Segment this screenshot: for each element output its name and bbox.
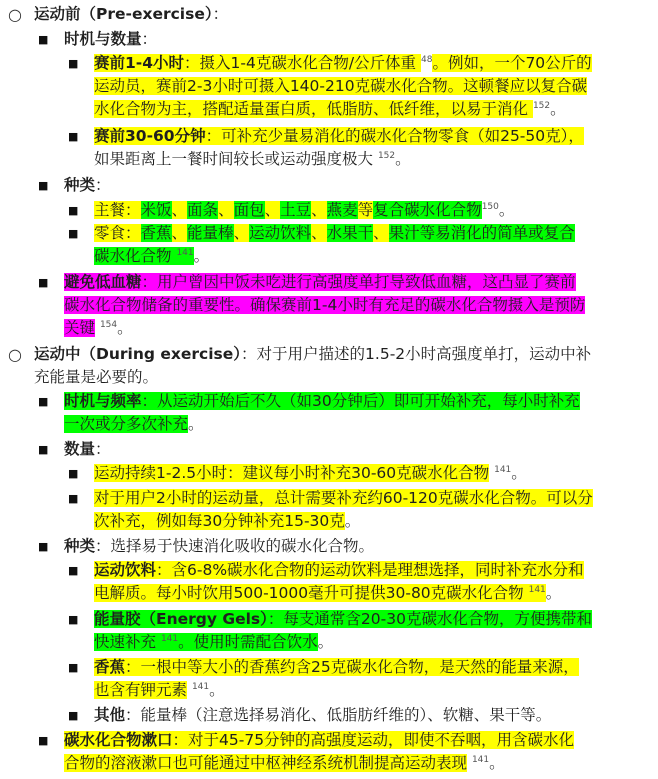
during-amount-item-2 bbox=[94, 487, 593, 510]
highlight-green bbox=[64, 392, 580, 410]
square-bullet-icon: ■ bbox=[38, 179, 49, 192]
during-types-banana bbox=[94, 656, 579, 679]
text: ：选择易于快速消化吸收的碳水化合物。 bbox=[95, 537, 375, 555]
text: 。 bbox=[117, 319, 133, 337]
pre-timing-item-1-bold: 赛前1-4小时 bbox=[94, 54, 185, 72]
text: 复合碳水化合物 bbox=[373, 201, 482, 219]
food-item: 面条 bbox=[187, 201, 219, 219]
pre-types-heading bbox=[64, 174, 111, 197]
text: 。 bbox=[193, 247, 210, 265]
text: 快速补充 bbox=[94, 633, 161, 651]
citation[interactable]: 154 bbox=[99, 320, 118, 330]
text: 合物的溶液漱口也可能通过中枢神经系统机制提高运动表现 bbox=[64, 754, 468, 772]
text: 、 bbox=[311, 201, 327, 219]
square-bullet-icon: ■ bbox=[68, 492, 79, 505]
text: ：从运动开始后不久（如30分钟后）即可开始补充，每小时补充 bbox=[141, 392, 580, 410]
text: 。例如，一个70公斤的 bbox=[432, 54, 592, 72]
during-freq-bold: 时机与频率 bbox=[64, 392, 142, 410]
text: 。 bbox=[498, 201, 515, 219]
circle-bullet-icon: ○ bbox=[8, 5, 22, 24]
square-bullet-icon: ■ bbox=[68, 661, 79, 674]
square-bullet-icon: ■ bbox=[38, 734, 49, 747]
text: ：含6-8%碳水化合物的运动饮料是理想选择，同时补充水分和 bbox=[156, 561, 584, 579]
pre-timing-item-2-bold: 赛前30-60分钟 bbox=[94, 127, 206, 145]
square-bullet-icon: ■ bbox=[68, 564, 79, 577]
during-types-other bbox=[94, 704, 551, 727]
text: 。 bbox=[550, 100, 566, 118]
during-types-gel-line-2 bbox=[94, 631, 333, 654]
pre-avoid-bold: 避免低血糖 bbox=[64, 273, 142, 291]
section-during-title: 运动中（During exercise） bbox=[34, 345, 242, 363]
highlight-green bbox=[94, 610, 592, 628]
text: 一次或分多次补充 bbox=[64, 415, 189, 433]
during-amount-item-1 bbox=[94, 462, 527, 485]
food-item: 果汁 bbox=[388, 224, 420, 242]
during-types-other-bold: 其他 bbox=[94, 706, 126, 724]
text: 、 bbox=[264, 201, 281, 219]
text: 也含有钾元素 bbox=[94, 681, 188, 699]
text: 运动员，赛前2-3小时可摄入140-210克碳水化合物。这顿餐应以复合碳 bbox=[94, 77, 588, 95]
square-bullet-icon: ■ bbox=[68, 130, 79, 143]
pre-types-snack-line-2 bbox=[94, 245, 209, 268]
text: 、 bbox=[218, 201, 234, 219]
square-bullet-icon: ■ bbox=[38, 33, 49, 46]
square-bullet-icon: ■ bbox=[38, 540, 49, 553]
text: 次补充，例如每30分钟补充15-30克 bbox=[94, 512, 345, 530]
text: ：对于用户描述的1.5-2小时高强度单打，运动中补 bbox=[241, 345, 592, 363]
text: 电解质。每小时饮用500-1000毫升可提供30-80克碳水化合物 bbox=[94, 584, 524, 602]
pre-avoid-line-2 bbox=[64, 294, 585, 317]
during-types-label: 种类 bbox=[64, 537, 96, 555]
highlight-green bbox=[94, 633, 318, 651]
square-bullet-icon: ■ bbox=[68, 709, 79, 722]
colon: ： bbox=[95, 176, 111, 194]
text: 主餐： bbox=[94, 201, 141, 219]
text: 水化合物为主，搭配适量蛋白质，低脂肪、低纤维，以易于消化 bbox=[94, 100, 533, 118]
highlight-yellow bbox=[94, 584, 546, 602]
food-item: 水果干 bbox=[326, 224, 374, 242]
pre-types-label: 种类 bbox=[64, 176, 96, 194]
during-types-gel-bold: 能量胶（Energy Gels） bbox=[94, 610, 268, 628]
text: ：对于45-75分钟的高强度运动，即使不吞咽，用含碳水化 bbox=[172, 731, 575, 749]
text: 零食： bbox=[94, 224, 141, 242]
pre-timing-item-2 bbox=[94, 125, 584, 148]
colon: ： bbox=[212, 5, 229, 23]
during-rinse-line-2 bbox=[64, 752, 505, 775]
food-item: 运动饮料 bbox=[249, 224, 312, 242]
text: 等 bbox=[357, 201, 374, 219]
text: 。 bbox=[317, 633, 334, 651]
citation[interactable]: 152 bbox=[532, 101, 551, 111]
food-item: 土豆 bbox=[280, 201, 312, 219]
during-rinse-bold: 碳水化合物漱口 bbox=[64, 731, 173, 749]
pre-timing-label: 时机与数量 bbox=[64, 30, 142, 48]
citation[interactable]: 141 bbox=[176, 248, 194, 258]
food-item: 燕麦 bbox=[326, 201, 358, 219]
highlight-yellow bbox=[94, 127, 584, 145]
citation[interactable]: 141 bbox=[160, 634, 179, 644]
square-bullet-icon: ■ bbox=[68, 467, 79, 480]
text: 运动持续1-2.5小时：建议每小时补充30-60克碳水化合物 bbox=[94, 464, 490, 482]
during-types-drink bbox=[94, 559, 584, 582]
citation[interactable]: 152 bbox=[377, 151, 396, 161]
square-bullet-icon: ■ bbox=[68, 613, 79, 626]
pre-timing-item-1-line-2 bbox=[94, 75, 587, 98]
text: 碳水化合物 bbox=[94, 247, 172, 265]
pre-timing-item-2-line-2 bbox=[94, 148, 411, 171]
text: 。 bbox=[209, 681, 225, 699]
during-types-heading bbox=[64, 535, 374, 558]
text: 关键 bbox=[64, 319, 96, 337]
text: 、 bbox=[311, 224, 327, 242]
square-bullet-icon: ■ bbox=[38, 276, 49, 289]
highlight-magenta bbox=[64, 273, 576, 291]
square-bullet-icon: ■ bbox=[68, 227, 79, 240]
section-during-line-2 bbox=[34, 366, 158, 389]
text: ：每支通常含20-30克碳水化合物，方便携带和 bbox=[267, 610, 592, 628]
citation[interactable]: 141 bbox=[191, 682, 210, 692]
pre-timing-item-1-line-3 bbox=[94, 98, 566, 121]
section-during-heading bbox=[34, 343, 591, 366]
circle-bullet-icon: ○ bbox=[8, 345, 22, 364]
text: ：能量棒（注意选择易消化、低脂肪纤维的）、软糖、果干等。 bbox=[125, 706, 552, 724]
text: 。 bbox=[344, 512, 361, 530]
square-bullet-icon: ■ bbox=[68, 204, 79, 217]
text: 、 bbox=[233, 224, 250, 242]
text: 、 bbox=[171, 201, 188, 219]
during-types-gel bbox=[94, 608, 592, 631]
highlight-green bbox=[94, 247, 194, 265]
text: 、 bbox=[373, 224, 389, 242]
highlight-yellow bbox=[64, 731, 574, 749]
square-bullet-icon: ■ bbox=[68, 57, 79, 70]
during-amount-label: 数量 bbox=[64, 440, 96, 458]
pre-types-staple bbox=[94, 199, 514, 222]
pre-avoid bbox=[64, 271, 576, 294]
colon: ： bbox=[95, 440, 111, 458]
during-types-banana-line-2 bbox=[94, 679, 225, 702]
food-item: 香蕉 bbox=[140, 224, 172, 242]
food-item: 能量棒 bbox=[187, 224, 234, 242]
text: 。使用时需配合饮水 bbox=[178, 633, 318, 651]
text: 对于用户2小时的运动量，总计需要补充约60-120克碳水化合物。可以分 bbox=[94, 489, 593, 507]
citation[interactable]: 141 bbox=[494, 465, 512, 475]
during-types-drink-line-2 bbox=[94, 582, 561, 605]
text: ：摄入1-4克碳水化合物/公斤体重 bbox=[184, 54, 421, 72]
citation[interactable]: 48 bbox=[420, 55, 433, 65]
square-bullet-icon: ■ bbox=[38, 443, 49, 456]
during-amount-heading bbox=[64, 438, 111, 461]
citation[interactable]: 141 bbox=[528, 585, 546, 595]
text: ：一根中等大小的香蕉约含25克碳水化合物，是天然的能量来源， bbox=[125, 658, 579, 676]
during-freq bbox=[64, 390, 580, 413]
highlight-yellow bbox=[94, 658, 579, 676]
during-types-drink-bold: 运动饮料 bbox=[94, 561, 157, 579]
text: 等易消化的简单或复合 bbox=[419, 224, 575, 242]
text: 。 bbox=[511, 464, 527, 482]
text: 。 bbox=[395, 150, 411, 168]
pre-avoid-line-3 bbox=[64, 317, 133, 340]
text: ：可补充少量易消化的碳水化合物零食（如25-50克）， bbox=[205, 127, 584, 145]
section-pre-heading bbox=[34, 3, 228, 26]
pre-timing-heading bbox=[64, 28, 157, 51]
pre-types-snack bbox=[94, 222, 575, 245]
during-types-banana-bold: 香蕉 bbox=[94, 658, 126, 676]
colon: ： bbox=[141, 30, 158, 48]
highlight-yellow bbox=[94, 561, 584, 579]
during-freq-line-2 bbox=[64, 413, 204, 436]
text: 。 bbox=[489, 754, 505, 772]
pre-timing-item-1 bbox=[94, 52, 592, 75]
citation[interactable]: 150 bbox=[481, 202, 499, 212]
citation[interactable]: 141 bbox=[471, 755, 490, 765]
food-item: 米饭 bbox=[140, 201, 172, 219]
during-rinse bbox=[64, 729, 574, 752]
text: 。 bbox=[545, 584, 562, 602]
text: 。 bbox=[188, 415, 204, 433]
section-pre-title: 运动前（Pre-exercise） bbox=[34, 5, 213, 23]
text: 碳水化合物储备的重要性。确保赛前1-4小时有充足的碳水化合物摄入是预防 bbox=[64, 296, 586, 314]
during-amount-item-2-line-2 bbox=[94, 510, 360, 533]
text: 如果距离上一餐时间较长或运动强度极大 bbox=[94, 150, 378, 168]
text: 充能量是必要的。 bbox=[34, 368, 159, 386]
text: 、 bbox=[171, 224, 188, 242]
square-bullet-icon: ■ bbox=[38, 395, 49, 408]
highlight-yellow bbox=[94, 54, 421, 72]
food-item: 面包 bbox=[233, 201, 265, 219]
text: ：用户曾因中饭未吃进行高强度单打导致低血糖，这凸显了赛前 bbox=[141, 273, 576, 291]
